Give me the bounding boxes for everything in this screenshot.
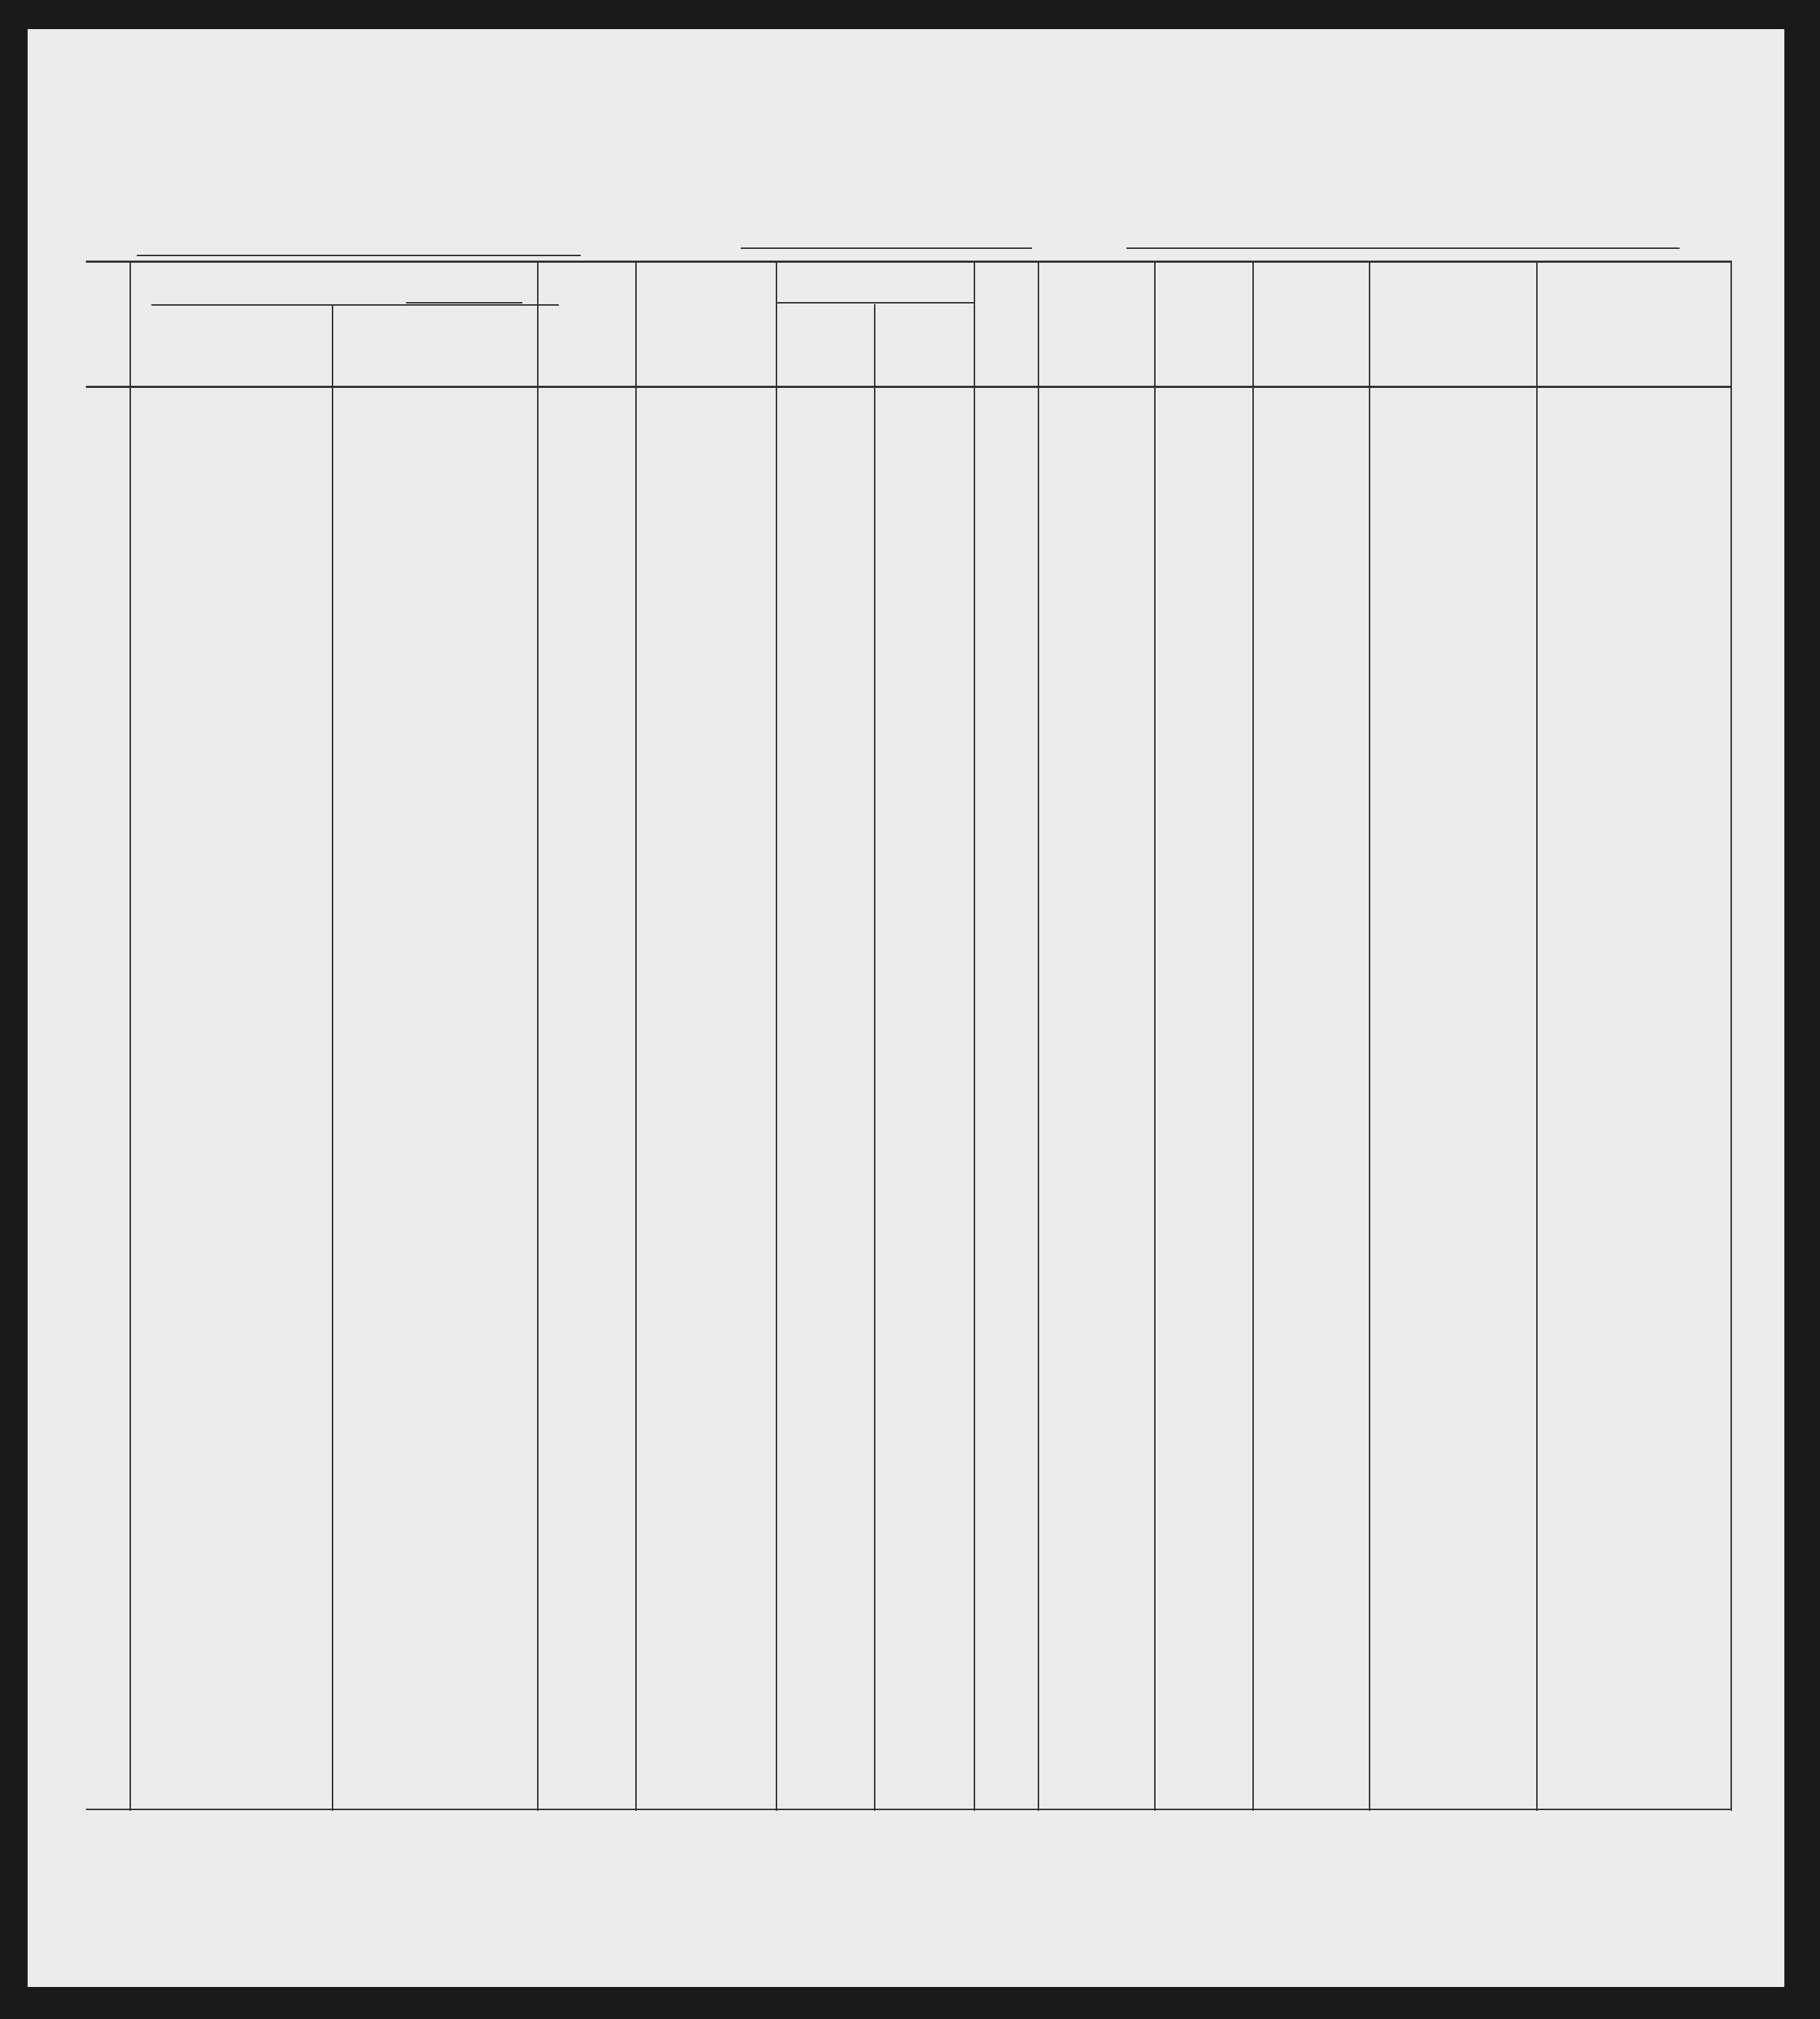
- col7-header: [1038, 269, 1154, 274]
- col4-header: [635, 269, 776, 285]
- col9-header: [1252, 269, 1369, 271]
- manifest-sheet: [28, 29, 1784, 1987]
- col1-header: [86, 269, 130, 284]
- col5-header: [776, 269, 974, 277]
- col8-header: [1154, 269, 1252, 271]
- col3-header: [537, 269, 635, 281]
- col2-header: [130, 269, 537, 274]
- col6-header: [974, 269, 1038, 274]
